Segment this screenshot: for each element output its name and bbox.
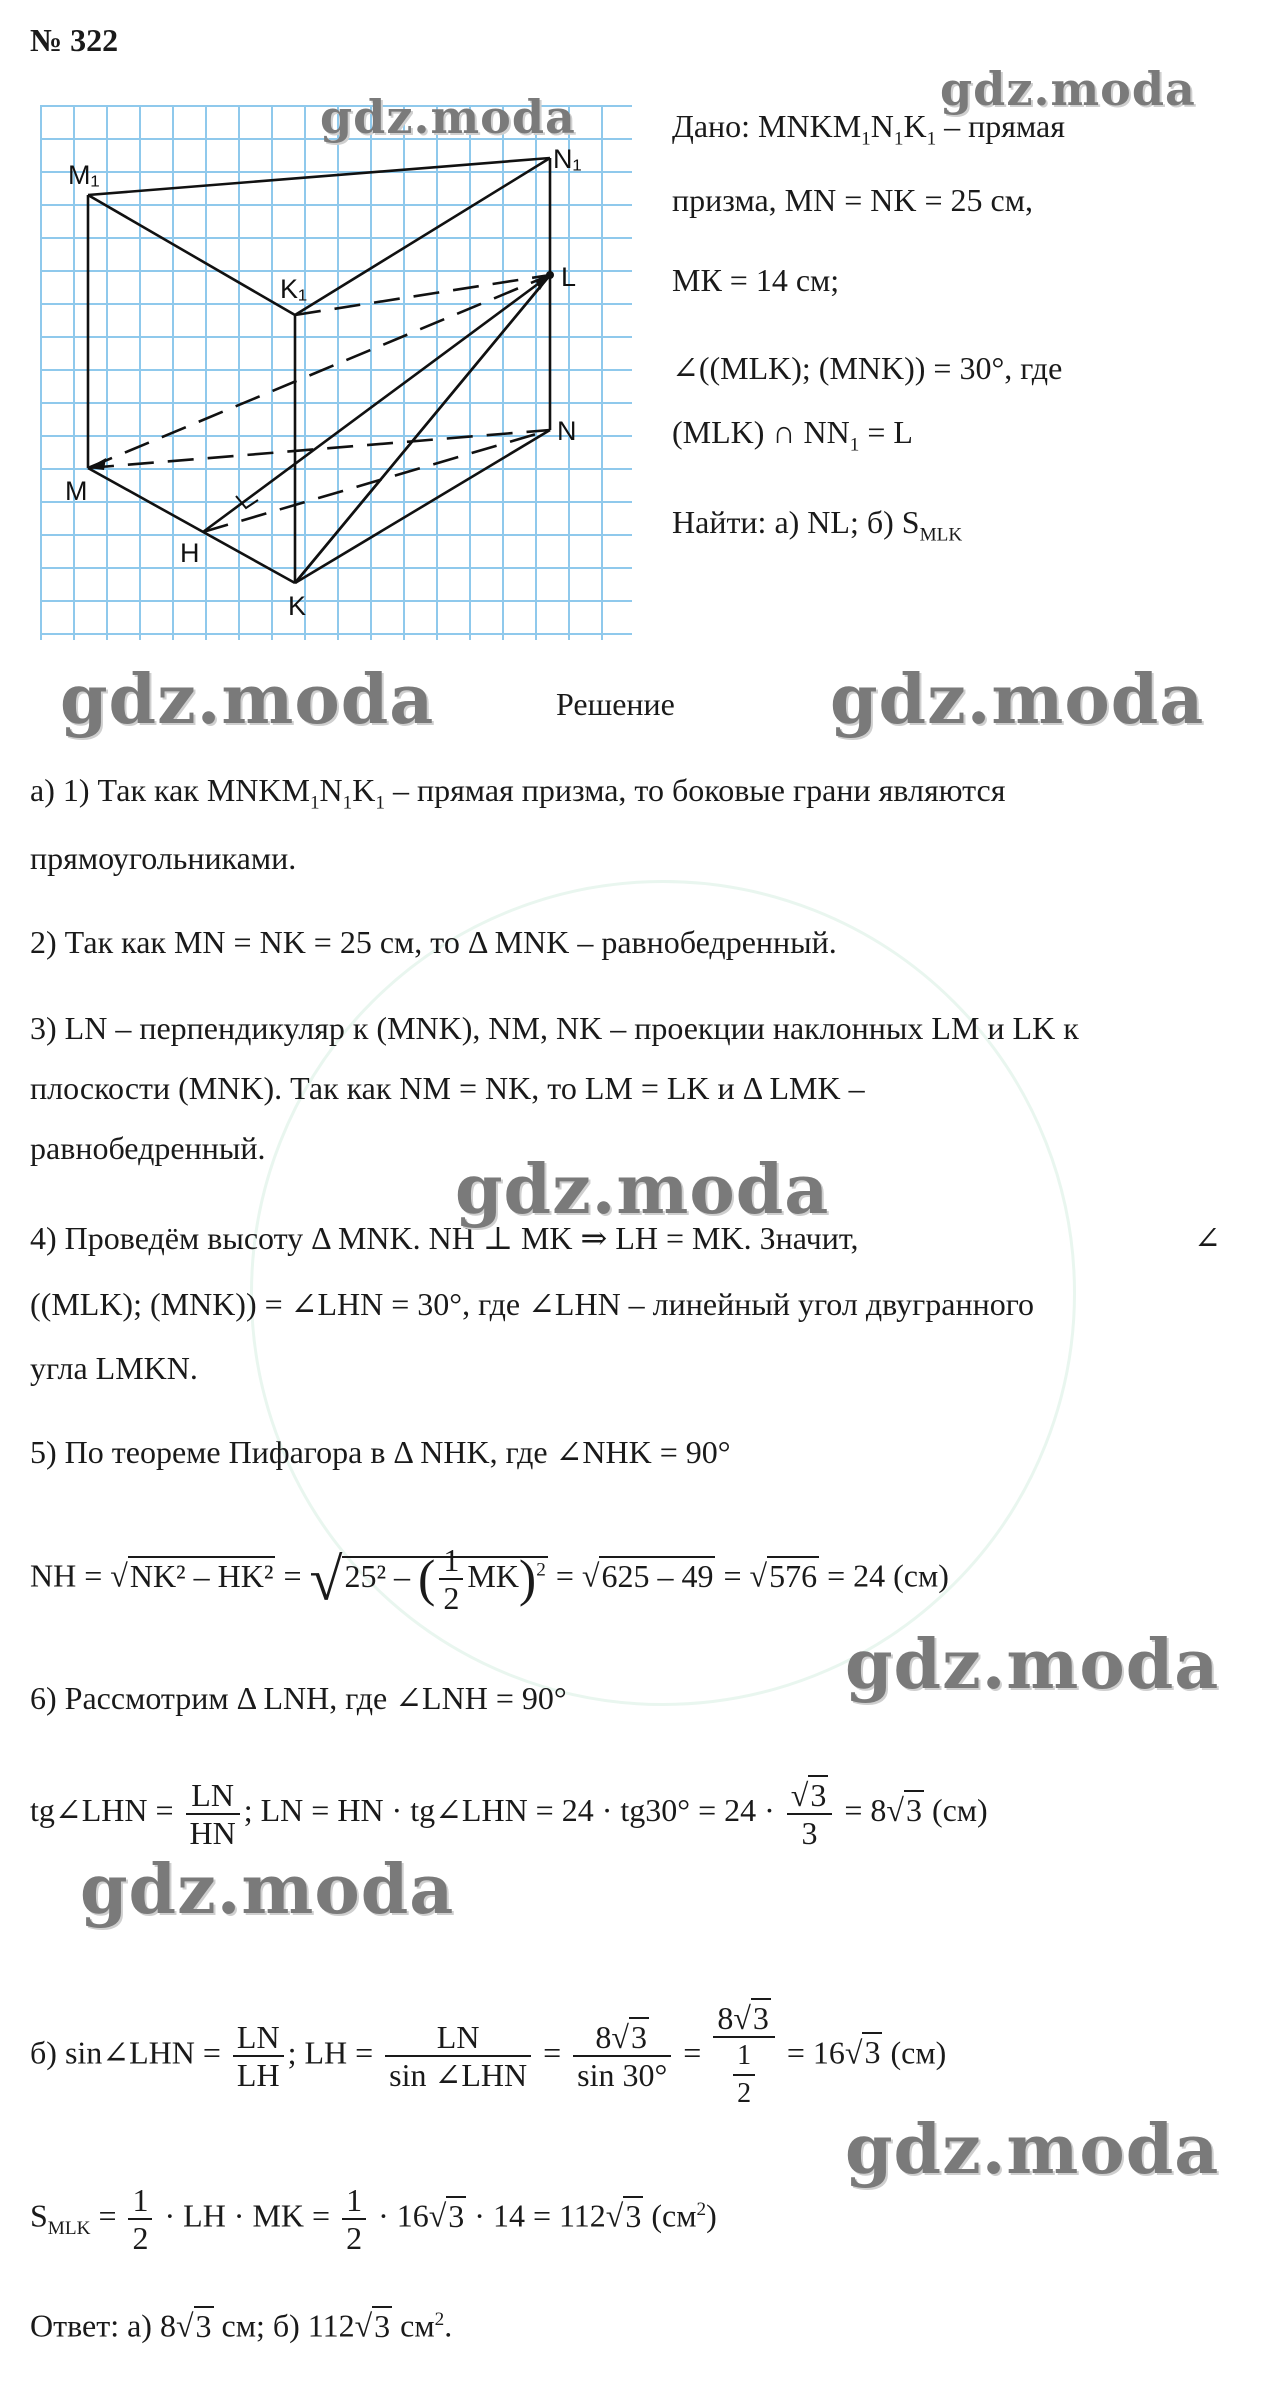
step-a5: 5) По теореме Пифагора в Δ NHK, где ∠NHK = 90° bbox=[30, 1434, 731, 1470]
dashed-m-n bbox=[88, 430, 550, 468]
step-a2: 2) Так как MN = NK = 25 см, то Δ MNK – равнобедренный. bbox=[30, 924, 837, 960]
answer-line: Ответ: а) 8√3 см; б) 112√3 $см^2$. bbox=[30, 2307, 453, 2344]
watermark-logo: gdz.moda bbox=[940, 62, 1196, 116]
watermark-logo: gdz.moda bbox=[80, 1850, 455, 1930]
formula-tg: tg∠LHN = $\frac{LN}{HN}$ ; LN = HN · tg∠LHN = 24 · tg30° = 24 · $\frac{√3}{3}$ = 8√3 (см) bbox=[30, 1776, 988, 1851]
step-a3-line3: равнобедренный. bbox=[30, 1130, 266, 1166]
edge-k-h-l bbox=[295, 275, 550, 583]
edge-k-n bbox=[295, 430, 550, 583]
watermark-logo: gdz.moda bbox=[60, 660, 435, 740]
step-a4-line1: 4) Проведём высоту Δ MNK. NH ⊥ MK ⇒ LH = MK. Значит, bbox=[30, 1220, 859, 1256]
arrow-m bbox=[88, 458, 106, 470]
step-a3-line1: 3) LN – перпендикуляр к (MNK), NM, NK – проекции наклонных LM и LK к bbox=[30, 1010, 1079, 1046]
step-a4-line3: угла LMKN. bbox=[30, 1350, 198, 1386]
dashed-m-l bbox=[88, 275, 550, 468]
step-a3-line2: плоскости (MNK). Так как NM = NK, то LM = LK и Δ LMK – bbox=[30, 1070, 865, 1106]
watermark-logo: gdz.moda bbox=[830, 660, 1205, 740]
dashed-k1-l bbox=[295, 275, 550, 315]
formula-s: $S_{MLK}$ = $\frac{1}{2}$ · LH · MK = $\frac{1}{2}$ · 16√3 · 14 = 112√3 $(см^2)$ bbox=[30, 2182, 717, 2257]
height-h-l bbox=[203, 275, 550, 532]
formula-nh: NH = √NK² – HK² = √25² – ( $\frac{1}{2}$ MK)$^2$ = √625 – 49 = √576 = 24 (см) bbox=[30, 1542, 949, 1617]
label-m1: M₁ bbox=[68, 160, 100, 190]
step-a4-line2: ((MLK); (MNK)) = ∠LHN = 30°, где ∠LHN – линейный угол двугранного bbox=[30, 1286, 1035, 1322]
watermark-logo: gdz.moda bbox=[845, 1625, 1220, 1705]
step-a1-line2: прямоугольниками. bbox=[30, 840, 297, 876]
formula-b: б) sin∠LHN = $\frac{LN}{LH}$ ; LH = $\frac{LN}{\text{sin ∠LHN}}$ = $\frac{8√3}{\sin 30^\circ}$ = $\frac{8√3}{\frac{1}{2}}$ = 16√3 (см) bbox=[30, 2000, 947, 2109]
step-a6: 6) Рассмотрим Δ LNH, где ∠LNH = 90° bbox=[30, 1680, 567, 1716]
given-line-1: Дано: $MNKM_1N_1K_1$ – прямая bbox=[672, 108, 1065, 150]
edge-m1-n1 bbox=[88, 158, 550, 195]
label-l: L bbox=[561, 262, 577, 292]
given-line-4: ∠((MLK); (MNK)) = 30°, где bbox=[672, 350, 1063, 386]
find-line: Найти: а) NL; б) $S_{MLK}$ bbox=[672, 504, 963, 546]
edge-m1-k1 bbox=[88, 195, 295, 315]
watermark-logo: gdz.moda bbox=[845, 2110, 1220, 2190]
watermark-logo: gdz.moda bbox=[320, 90, 576, 144]
label-h: H bbox=[180, 538, 200, 568]
label-k: K bbox=[288, 591, 307, 621]
label-n1: N₁ bbox=[553, 144, 582, 174]
step-a1: а) 1) Так как $MNKM_1N_1K_1$ – прямая призма, то боковые грани являются bbox=[30, 772, 1006, 814]
given-line-3: МК = 14 см; bbox=[672, 262, 840, 298]
problem-number: № 322 bbox=[30, 22, 119, 58]
watermark-logo: gdz.moda bbox=[455, 1150, 830, 1230]
given-line-2: призма, MN = NK = 25 см, bbox=[672, 182, 1033, 218]
label-n: N bbox=[557, 416, 577, 446]
label-k1: K₁ bbox=[280, 274, 308, 304]
step-a4-angle: ∠ bbox=[1194, 1220, 1221, 1256]
label-m: M bbox=[65, 476, 88, 506]
given-line-5: (MLK) ∩ $NN_1 = L$ bbox=[672, 414, 913, 456]
solution-title: Решение bbox=[556, 686, 675, 722]
